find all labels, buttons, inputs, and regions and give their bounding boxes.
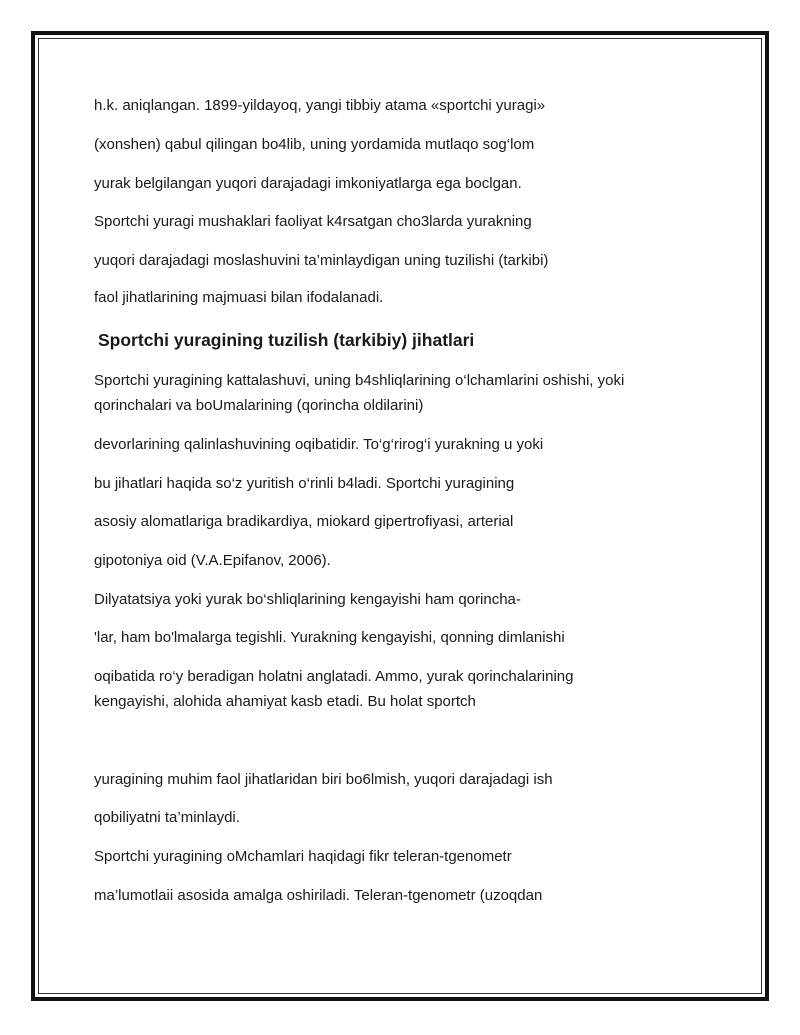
text-line: ma’lumotlaii asosida amalga oshiriladi. Teleran-tgenometr (uzoqdan [94,887,543,904]
text-line: qobiliyatni ta’minlaydi. [94,809,240,826]
text-line: gipotoniya oid (V.A.Epifanov, 2006). [94,552,331,569]
text-line: Dilyatatsiya yoki yurak bo‘shliqlarining kengayishi ham qorincha- [94,591,521,608]
text-line: devorlarining qalinlashuvining oqibatidir. To‘g‘rirog‘i yurakning u yoki [94,436,544,453]
text-line: yurak belgilangan yuqori darajadagi imkoniyatlarga ega boclgan. [94,175,522,192]
text-line: Sportchi yuragining kattalashuvi, uning b4shliqlarining o‘lchamlarini oshishi, yoki [94,372,625,389]
text-line: Sportchi yuragi mushaklari faoliyat k4rsatgan cho3larda yurakning [94,213,532,230]
text-line: (xonshen) qabul qilingan bo4lib, uning yordamida mutlaqo sog‘lom [94,136,535,153]
section-heading: Sportchi yuragining tuzilish (tarkibiy) jihatlari [98,330,475,350]
text-line: asosiy alomatlariga bradikardiya, miokard gipertrofiyasi, arterial [94,513,514,530]
text-line: Sportchi yuragining oMchamlari haqidagi fikr teleran-tgenometr [94,848,512,865]
text-line: 'lar, ham bo'lmalarga tegishli. Yurakning kengayishi, qonning dimlanishi [94,629,565,646]
text-line: h.k. aniqlangan. 1899-yildayoq, yangi tibbiy atama «sportchi yuragi» [94,97,546,114]
text-line: yuqori darajadagi moslashuvini ta’minlaydigan uning tuzilishi (tarkibi) [94,252,549,269]
text-line: yuragining muhim faol jihatlaridan biri bo6lmish, yuqori darajadagi ish [94,771,553,788]
text-line: oqibatida ro‘y beradigan holatni anglatadi. Ammo, yurak qorinchalarining [94,668,574,685]
text-line: qorinchalari va boUmalarining (qorincha oldilarini) [94,397,424,414]
text-line: kengayishi, alohida ahamiyat kasb etadi. Bu holat sportch [94,693,476,710]
text-line: bu jihatlari haqida so‘z yuritish o‘rinli b4ladi. Sportchi yuragining [94,475,515,492]
text-line: faol jihatlarining majmuasi bilan ifodalanadi. [94,289,384,306]
